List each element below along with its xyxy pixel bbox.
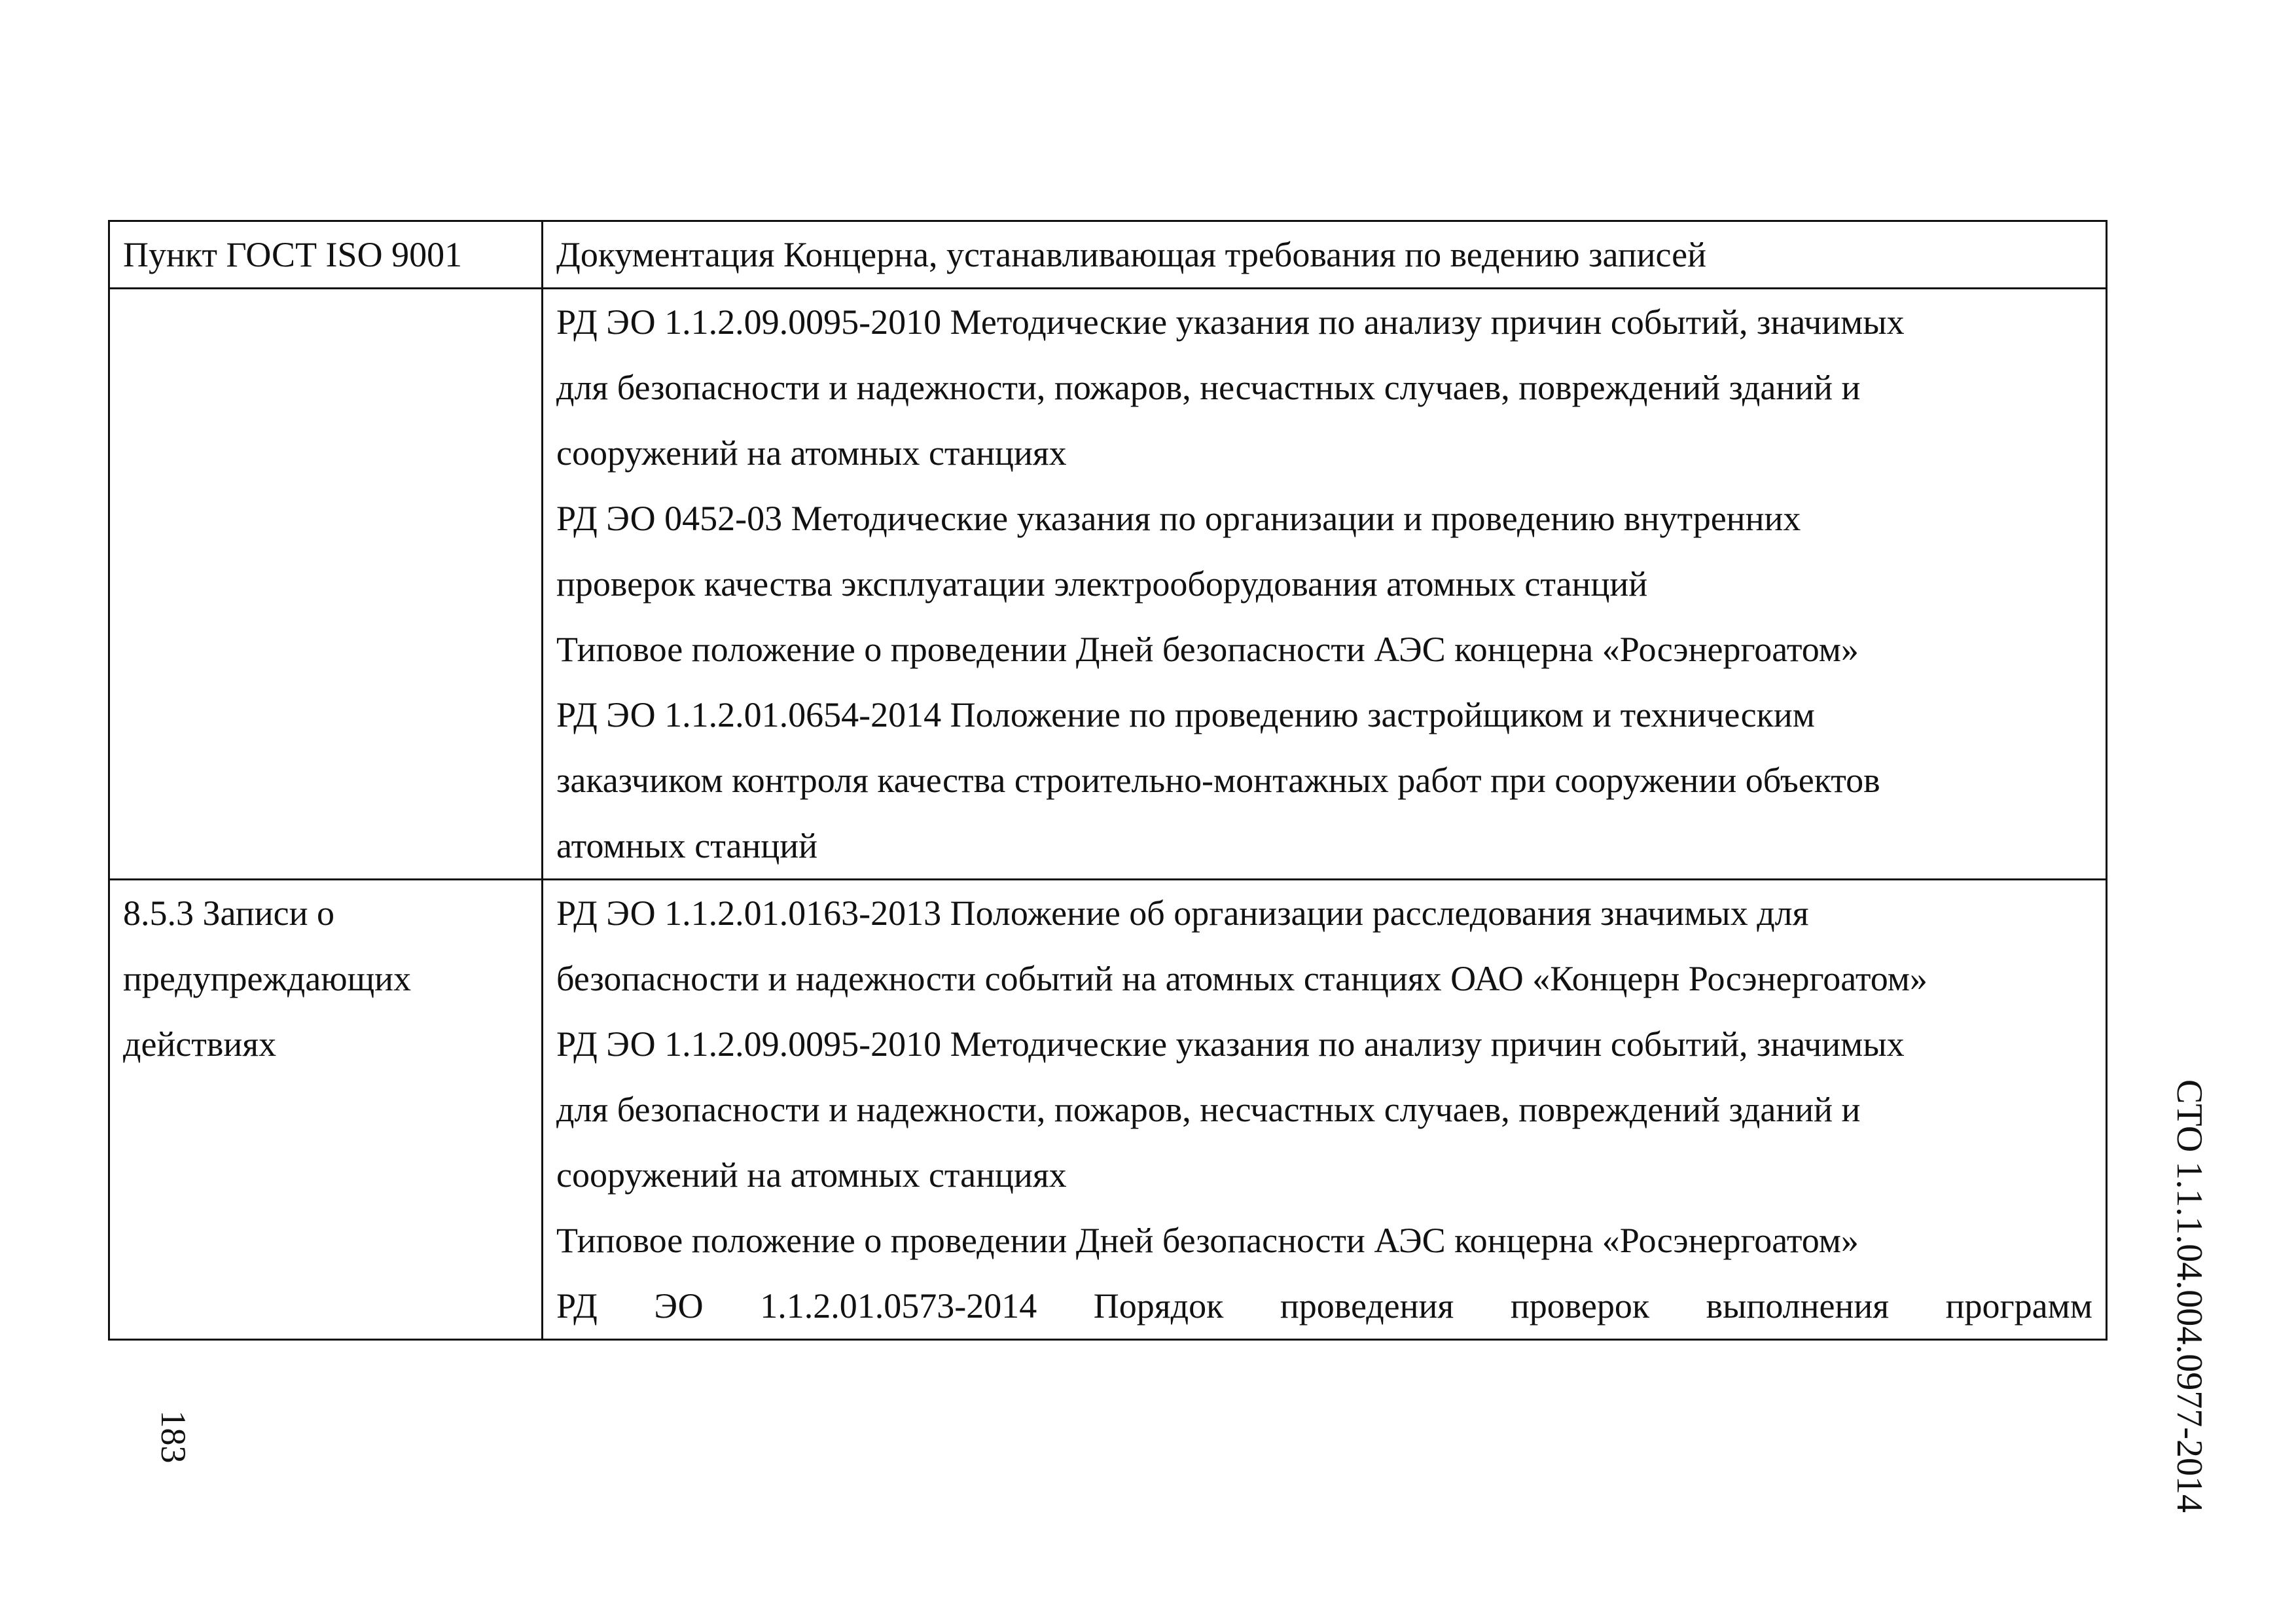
document-line: для безопасности и надежности, пожаров, несчастных случаев, повреждений зданий и bbox=[556, 368, 1861, 407]
document-line: заказчиком контроля качества строительно-монтажных работ при сооружении объектов bbox=[556, 761, 1880, 800]
document-line: сооружений на атомных станциях bbox=[556, 1155, 1067, 1195]
document-line: РД ЭО 0452-03 Методические указания по организации и проведению внутренних bbox=[556, 499, 1801, 538]
document-line: безопасности и надежности событий на атомных станциях ОАО «Концерн Росэнергоатом» bbox=[556, 959, 1928, 998]
row1-documents-cell bbox=[543, 289, 2107, 880]
clause-line: предупреждающих bbox=[123, 959, 412, 998]
document-line: РД ЭО 1.1.2.09.0095-2010 Методические указания по анализу причин событий, значимых bbox=[556, 1024, 1905, 1064]
header-cell-gost-clause: Пункт ГОСТ ISO 9001 bbox=[109, 221, 543, 289]
document-code: СТО 1.1.1.04.004.0977-2014 bbox=[2169, 1079, 2210, 1513]
page-number: 183 bbox=[154, 1410, 193, 1464]
document-line: для безопасности и надежности, пожаров, несчастных случаев, повреждений зданий и bbox=[556, 1090, 1861, 1129]
clause-line: 8.5.3 Записи о bbox=[123, 893, 334, 933]
document-line: проверок качества эксплуатации электрооборудования атомных станций bbox=[556, 564, 1648, 604]
document-line: РД ЭО 1.1.2.01.0654-2014 Положение по проведению застройщиком и техническим bbox=[556, 695, 1815, 734]
document-line: РД ЭО 1.1.2.01.0163-2013 Положение об организации расследования значимых для bbox=[556, 893, 1809, 933]
document-line: сооружений на атомных станциях bbox=[556, 433, 1067, 473]
document-line-last: РД ЭО 1.1.2.01.0573-2014 Порядок проведения проверок выполнения программ bbox=[556, 1286, 2092, 1326]
document-line: атомных станций bbox=[556, 826, 818, 865]
document-line: Типовое положение о проведении Дней безопасности АЭС концерна «Росэнергоатом» bbox=[556, 1221, 1859, 1260]
clause-line: действиях bbox=[123, 1024, 277, 1064]
document-line: Типовое положение о проведении Дней безопасности АЭС концерна «Росэнергоатом» bbox=[556, 630, 1859, 669]
row1-clause-cell bbox=[109, 289, 543, 880]
table-row bbox=[109, 880, 2107, 1340]
header-cell-documentation: Документация Концерна, устанавливающая требования по ведению записей bbox=[543, 221, 2107, 289]
row2-documents-cell bbox=[543, 880, 2107, 1340]
row2-clause-cell bbox=[109, 880, 543, 1340]
records-table bbox=[108, 220, 2108, 1341]
document-line: РД ЭО 1.1.2.09.0095-2010 Методические указания по анализу причин событий, значимых bbox=[556, 302, 1905, 342]
table-row bbox=[109, 289, 2107, 880]
table-header-row bbox=[109, 221, 2107, 289]
